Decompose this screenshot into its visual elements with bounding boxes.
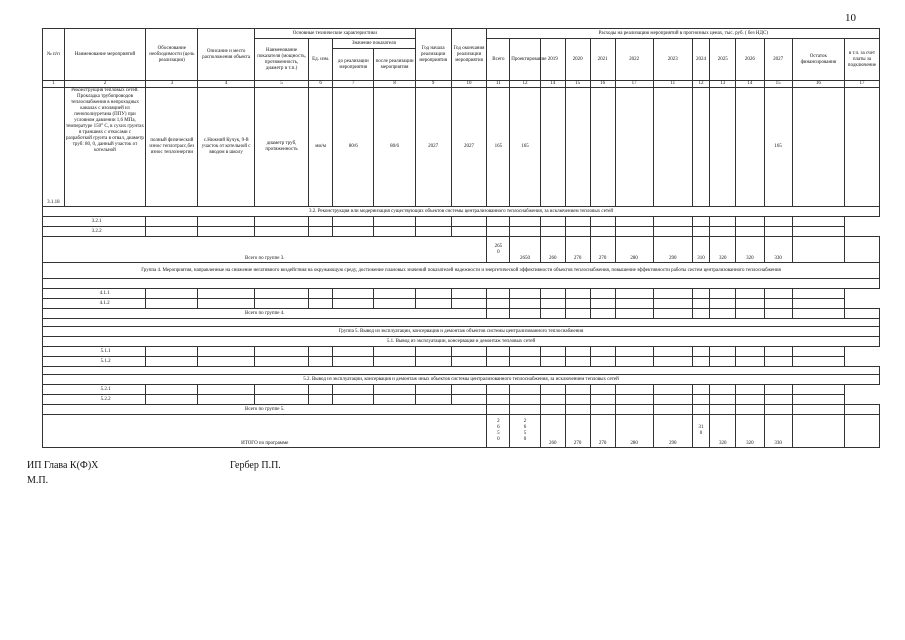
col-num: 5 xyxy=(254,81,308,88)
total-program-label: ИТОГО по программе xyxy=(43,415,487,448)
section-row xyxy=(43,375,880,385)
total-group-5-label: Всего по группе 5. xyxy=(43,405,487,415)
total-g3-2023: 290 xyxy=(653,237,692,263)
cost-total: 165 xyxy=(487,88,510,207)
total-g3-2019: 260 xyxy=(540,237,565,263)
header-unit: Ед. изм. xyxy=(309,39,333,81)
total-prog-2023: 290 xyxy=(653,415,692,448)
header-total: Всего xyxy=(487,39,510,81)
justification: полный физический износ теплотрасс,без износ теплоэнергии xyxy=(146,88,198,207)
col-num: 14 xyxy=(736,81,764,88)
row-number: 5.2.1 xyxy=(43,385,146,395)
col-num: 15 xyxy=(565,81,590,88)
total-g3-2026: 320 xyxy=(736,237,764,263)
total-g3-design: 2650 xyxy=(510,237,540,263)
col-num: 16 xyxy=(590,81,615,88)
header-year: 2027 xyxy=(764,39,792,81)
header-before: до реализации мероприятия xyxy=(333,49,374,81)
header-value-group: Значение показателя xyxy=(333,39,416,49)
group-row xyxy=(43,263,880,279)
total-prog-design: 2 6 5 0 xyxy=(510,415,540,448)
total-row xyxy=(43,309,880,319)
cost-design: 165 xyxy=(510,88,540,207)
col-num: 2 xyxy=(64,81,146,88)
header-year: 2025 xyxy=(710,39,736,81)
indicator: диаметр труб, протяженность xyxy=(254,88,308,207)
header-year: 2023 xyxy=(653,39,692,81)
row-number: 5.1.2 xyxy=(43,357,146,367)
row-number: 5.2.2 xyxy=(43,395,146,405)
col-num: 12 xyxy=(692,81,709,88)
signature-name: Гербер П.П. xyxy=(230,460,281,471)
header-location: Описание и место расположения объекта xyxy=(198,29,255,81)
header-remain: Остаток финансирования xyxy=(792,39,844,81)
header-indicator: Наименование показателя (мощность, протяженность, диаметр и т.п.) xyxy=(254,39,308,81)
measure-name: Реконструкция тепловых сетей. Прокладка трубопроводов теплоснабжения в непроходных каналах с изоляцией из пенополиуретана (ППУ) при условном давлении 1,6 МПа, температуре 150° С, в сухих грунтах в траншеях с откосами с разработкой грунта в отвал, диаметр труб: 80, 0, данный участок от котельной xyxy=(64,88,146,207)
header-year: 2020 xyxy=(565,39,590,81)
end-year: 2027 xyxy=(451,88,487,207)
col-num: 6 xyxy=(309,81,333,88)
header-end-year: Год окончания реализации мероприятия xyxy=(451,29,487,81)
column-number-row xyxy=(43,81,880,88)
total-g3-2021: 270 xyxy=(590,237,615,263)
section-row xyxy=(43,207,880,217)
col-num: 11 xyxy=(653,81,692,88)
col-num: 9 xyxy=(415,81,451,88)
start-year: 2027 xyxy=(415,88,451,207)
header-costs-group: Расходы на реализацию мероприятий в прогнозных ценах, тыс. руб. ( без НДС) xyxy=(487,29,880,39)
header-year: 2019 xyxy=(540,39,565,81)
header-row-1 xyxy=(43,29,880,39)
group-row xyxy=(43,327,880,337)
table-row xyxy=(43,395,880,405)
col-num: 1 xyxy=(43,81,65,88)
row-number: 3.2.2 xyxy=(43,227,146,237)
section-row xyxy=(43,337,880,347)
value-before: 80/6 xyxy=(333,88,374,207)
total-g3-2022: 280 xyxy=(615,237,653,263)
total-prog-2021: 270 xyxy=(590,415,615,448)
col-num: 12 xyxy=(510,81,540,88)
total-prog-2024: 31 0 xyxy=(692,415,709,448)
header-incl-connection: в т.ч. за счет платы за подключение xyxy=(844,39,879,81)
total-prog-2025: 320 xyxy=(710,415,736,448)
table-row xyxy=(43,217,880,227)
col-num: 10 xyxy=(451,81,487,88)
total-row xyxy=(43,405,880,415)
value-after: 80/6 xyxy=(374,88,415,207)
total-row xyxy=(43,415,880,448)
group-5-title: Группа 5. Вывод из эксплуатации, консервация и демонтаж объектов системы централизованного теплоснабжения xyxy=(43,327,880,337)
row-number: 4.1.2 xyxy=(43,299,146,309)
header-start-year: Год начала реализации мероприятия xyxy=(415,29,451,81)
table-row xyxy=(43,88,880,207)
spacer-row xyxy=(43,279,880,289)
total-prog-2022: 280 xyxy=(615,415,653,448)
page-number: 10 xyxy=(845,12,856,24)
table-row xyxy=(43,385,880,395)
stamp-label: М.П. xyxy=(27,475,49,486)
col-num: 15 xyxy=(764,81,792,88)
spacer-row xyxy=(43,319,880,327)
col-num: 16 xyxy=(792,81,844,88)
header-year: 2022 xyxy=(615,39,653,81)
table-row xyxy=(43,347,880,357)
location: с.Нижний Кучук, 9-й участок от котельной с вводом в школу xyxy=(198,88,255,207)
group-4-title: Группа 4. Мероприятия, направленные на снижение негативного воздействия на окружающую среду, достижение плановых значений показателей надежности и энергетической эффективности объектов теплоснабжения, повышение эффективности работы систем централизованного теплоснабжения xyxy=(43,263,880,279)
header-design: Проектирование xyxy=(510,39,540,81)
table-row xyxy=(43,299,880,309)
total-g3-2025: 320 xyxy=(710,237,736,263)
row-number: 3.2.1 xyxy=(43,217,146,227)
row-number: 4.1.1 xyxy=(43,289,146,299)
total-prog-2019: 260 xyxy=(540,415,565,448)
section-5-1: 5.1. Вывод из эксплуатации, консервация и демонтаж тепловых сетей xyxy=(43,337,880,347)
signature-title: ИП Глава К(Ф)Х xyxy=(27,460,99,471)
table-row xyxy=(43,357,880,367)
col-num: 7 xyxy=(333,81,374,88)
col-num: 14 xyxy=(540,81,565,88)
section-3-2: 3.2. Реконструкция или модернизация существующих объектов системы централизованного теплоснабжения, за исключением тепловых сетей xyxy=(43,207,880,217)
header-year: 2021 xyxy=(590,39,615,81)
total-g3-2027: 330 xyxy=(764,237,792,263)
total-prog-total: 2 6 5 0 xyxy=(487,415,510,448)
total-prog-2027: 330 xyxy=(764,415,792,448)
col-num: 11 xyxy=(487,81,510,88)
row-number: 3.1.18 xyxy=(43,88,65,207)
cost-2027: 165 xyxy=(764,88,792,207)
total-prog-2020: 270 xyxy=(565,415,590,448)
spacer-row xyxy=(43,367,880,375)
header-after: после реализации мероприятия xyxy=(374,49,415,81)
total-g3-total: 265 0 xyxy=(487,237,510,263)
header-year: 2026 xyxy=(736,39,764,81)
row-number: 5.1.1 xyxy=(43,347,146,357)
total-group-3-label: Всего по группе 3. xyxy=(43,237,487,263)
total-row xyxy=(43,237,880,263)
total-group-4-label: Всего по группе 4. xyxy=(43,309,487,319)
total-g3-2020: 270 xyxy=(565,237,590,263)
unit: мм/м xyxy=(309,88,333,207)
col-num: 17 xyxy=(844,81,879,88)
header-year: 2024 xyxy=(692,39,709,81)
header-name: Наименование мероприятий xyxy=(64,29,146,81)
header-no: № п/п xyxy=(43,29,65,81)
total-g3-2024: 310 xyxy=(692,237,709,263)
col-num: 4 xyxy=(198,81,255,88)
table-row xyxy=(43,289,880,299)
section-5-2: 5.2. Вывод из эксплуатации, консервация и демонтаж иных объектов системы централизованного теплоснабжения, за исключением тепловых сетей xyxy=(43,375,880,385)
col-num: 13 xyxy=(710,81,736,88)
col-num: 3 xyxy=(146,81,198,88)
col-num: 8 xyxy=(374,81,415,88)
col-num: 17 xyxy=(615,81,653,88)
header-tech-group: Основные технические характеристики xyxy=(254,29,415,39)
table-row xyxy=(43,227,880,237)
total-prog-2026: 320 xyxy=(736,415,764,448)
investment-program-table xyxy=(42,28,880,448)
header-justification: Обоснование необходимости (цель реализации) xyxy=(146,29,198,81)
